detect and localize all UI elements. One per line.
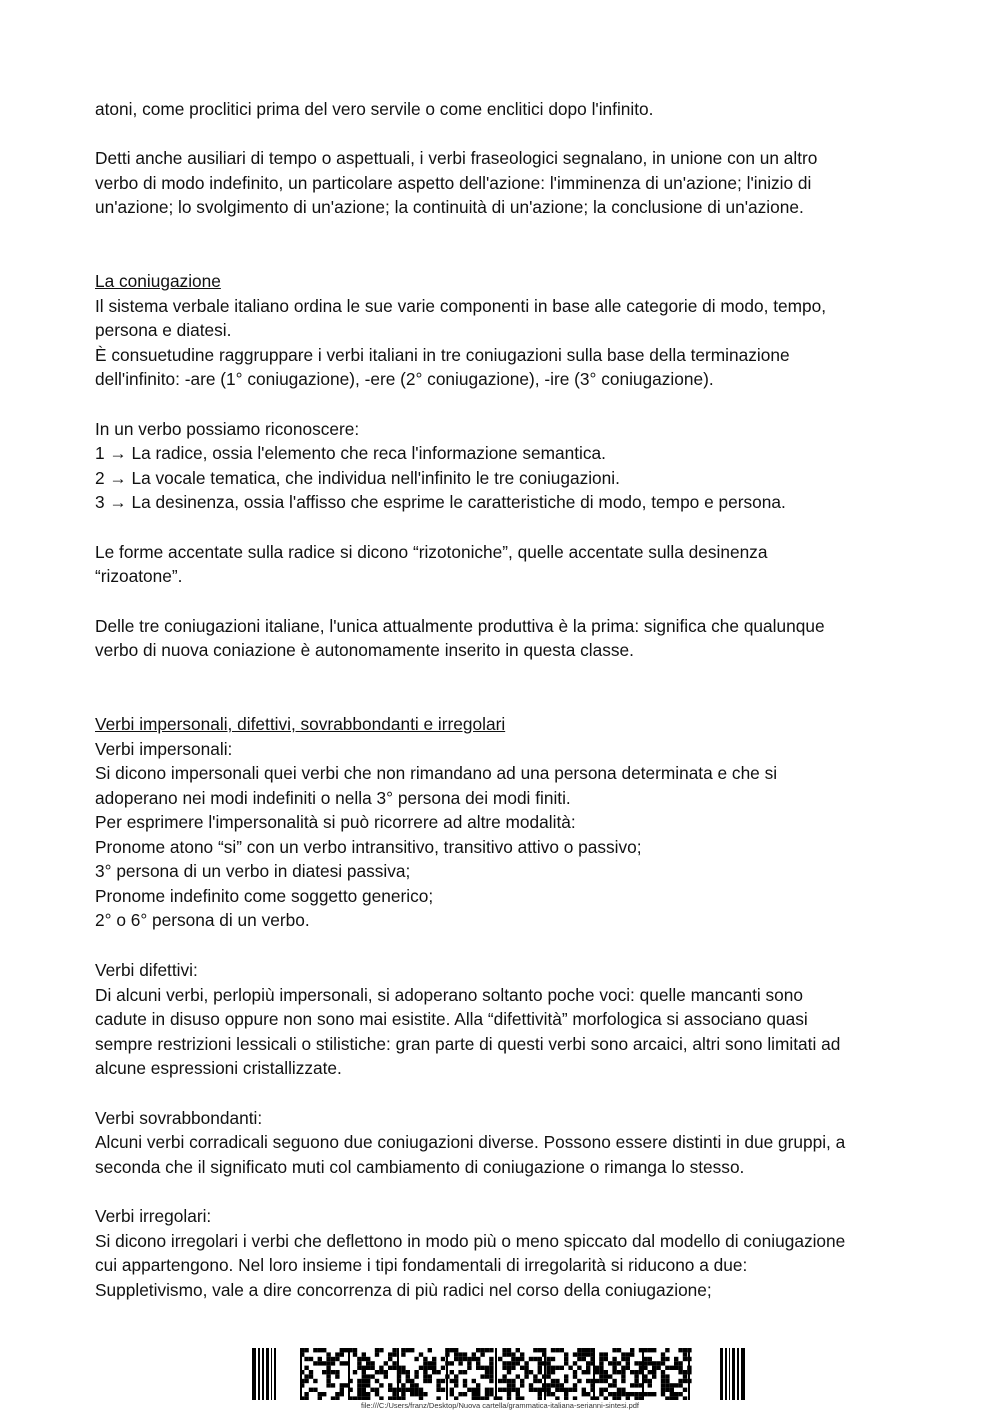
text-line: cadute in disuso oppure non sono mai esistite. Alla “difettività” morfologica si associano quasi	[95, 1009, 808, 1029]
text-line: Le forme accentate sulla radice si dicono “rizotoniche”, quelle accentate sulla desinenza	[95, 542, 768, 562]
section-heading-verbi: Verbi impersonali, difettivi, sovrabbondanti e irregolari	[95, 714, 506, 734]
text-line: Per esprimere l'impersonalità si può ricorrere ad altre modalità:	[95, 812, 576, 832]
text-line: adoperano nei modi indefiniti o nella 3° persona dei modi finiti.	[95, 788, 571, 808]
subheading: Verbi sovrabbondanti:	[95, 1108, 263, 1128]
text-line: 3° persona di un verbo in diatesi passiva;	[95, 861, 411, 881]
text-line: verbo di modo indefinito, un particolare aspetto dell'azione: l'imminenza di un'azione; l'inizio di	[95, 173, 812, 193]
text-line: un'azione; lo svolgimento di un'azione; la continuità di un'azione; la conclusione di un'azione.	[95, 197, 804, 217]
text-line: alcune espressioni cristallizzate.	[95, 1058, 342, 1078]
text-line: È consuetudine raggruppare i verbi italiani in tre coniugazioni sulla base della terminazione	[95, 345, 790, 365]
text-line: atoni, come proclitici prima del vero servile o come enclitici dopo l'infinito.	[95, 99, 654, 119]
list-item: 3 → La desinenza, ossia l'affisso che esprime le caratteristiche di modo, tempo e persona.	[95, 492, 786, 512]
text-line: Pronome indefinito come soggetto generico;	[95, 886, 434, 906]
text-line: 2° o 6° persona di un verbo.	[95, 910, 310, 930]
text-line: cui appartengono. Nel loro insieme i tipi fondamentali di irregolarità si riducono a due:	[95, 1255, 748, 1275]
subheading: Verbi difettivi:	[95, 960, 198, 980]
text-line: In un verbo possiamo riconoscere:	[95, 419, 360, 439]
text-line: sempre restrizioni lessicali o stilistiche: gran parte di questi verbi sono arcaici, altri sono limitati ad	[95, 1034, 841, 1054]
list-item: 1 → La radice, ossia l'elemento che reca l'informazione semantica.	[95, 443, 606, 463]
barcode	[252, 1348, 746, 1400]
text-line: Detti anche ausiliari di tempo o aspettuali, i verbi fraseologici segnalano, in unione con un altro	[95, 148, 818, 168]
text-line: Delle tre coniugazioni italiane, l'unica attualmente produttiva è la prima: significa che qualunque	[95, 616, 825, 636]
list-item: 2 → La vocale tematica, che individua nell'infinito le tre coniugazioni.	[95, 468, 620, 488]
text-line: Di alcuni verbi, perlopiù impersonali, si adoperano soltanto poche voci: quelle mancanti sono	[95, 985, 803, 1005]
text-line: verbo di nuova coniazione è autonomamente inserito in questa classe.	[95, 640, 634, 660]
footer-file-path: file:///C:/Users/franz/Desktop/Nuova cartella/grammatica-italiana-serianni-sintesi.pdf	[360, 1401, 640, 1410]
text-line: seconda che il significato muti col cambiamento di coniugazione o rimanga lo stesso.	[95, 1157, 745, 1177]
text-line: Suppletivismo, vale a dire concorrenza di più radici nel corso della coniugazione;	[95, 1280, 712, 1300]
subheading: Verbi impersonali:	[95, 739, 233, 759]
text-line: Si dicono irregolari i verbi che deflettono in modo più o meno spiccato dal modello di coniugazione	[95, 1231, 846, 1251]
section-heading-coniugazione: La coniugazione	[95, 271, 221, 291]
text-line: Il sistema verbale italiano ordina le sue varie componenti in base alle categorie di modo, tempo,	[95, 296, 827, 316]
text-line: dell'infinito: -are (1° coniugazione), -ere (2° coniugazione), -ire (3° coniugazione).	[95, 369, 714, 389]
text-line: Alcuni verbi corradicali seguono due coniugazioni diverse. Possono essere distinti in due gruppi, a	[95, 1132, 846, 1152]
text-line: Pronome atono “si” con un verbo intransitivo, transitivo attivo o passivo;	[95, 837, 642, 857]
text-line: Si dicono impersonali quei verbi che non rimandano ad una persona determinata e che si	[95, 763, 778, 783]
text-line: persona e diatesi.	[95, 320, 232, 340]
text-line: “rizoatone”.	[95, 566, 183, 586]
subheading: Verbi irregolari:	[95, 1206, 212, 1226]
